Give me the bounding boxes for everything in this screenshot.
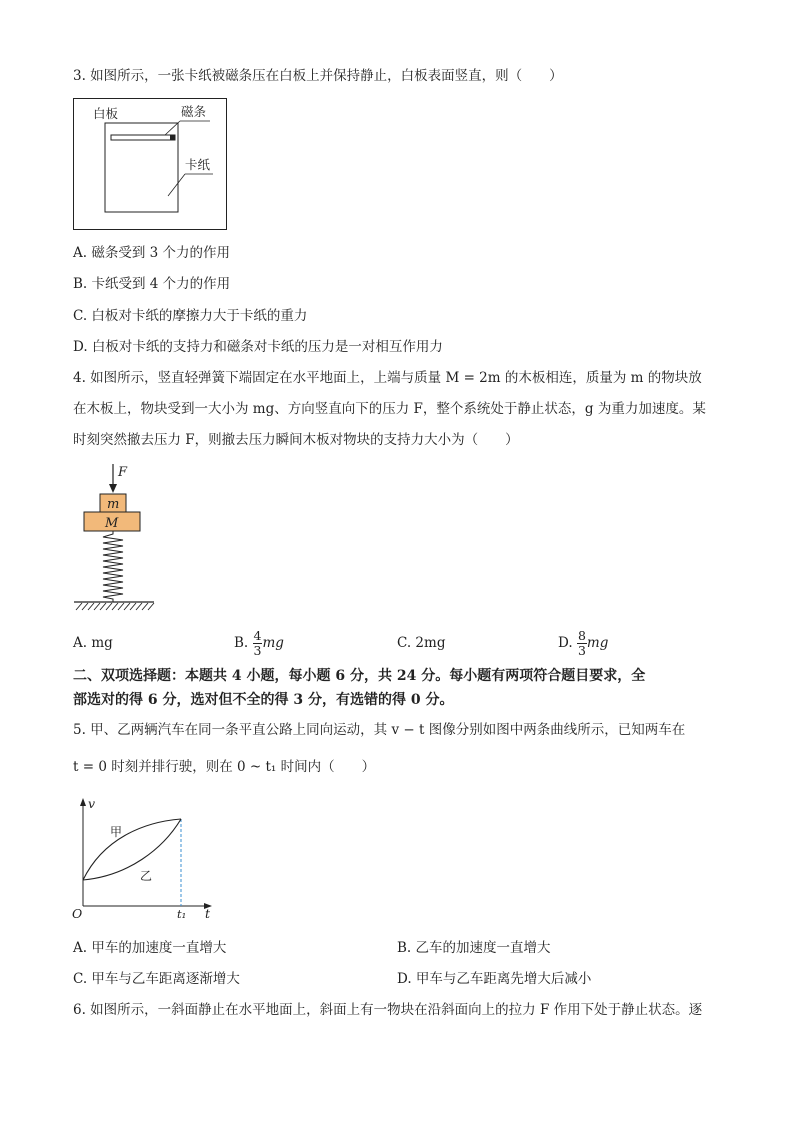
- q4-figure: [72, 462, 157, 612]
- q4-stem-line3: 时刻突然撤去压力 F，则撤去压力瞬间木板对物块的支持力大小为（ ）: [73, 432, 519, 448]
- q3-option-c: C. 白板对卡纸的摩擦力大于卡纸的重力: [73, 308, 308, 324]
- section2-heading-line1: 二、双项选择题：本题共 4 小题，每小题 6 分，共 24 分。每小题有两项符合题目要求，全: [73, 668, 646, 684]
- q3-figure: [73, 98, 228, 230]
- q4-option-b-denominator: 3: [253, 643, 262, 658]
- magnet-end: [170, 135, 175, 140]
- q4-option-b-prefix: B.: [234, 635, 249, 651]
- q4-option-b-numerator: 4: [253, 628, 262, 643]
- curve-jia: [83, 819, 181, 880]
- q3-option-a: A. 磁条受到 3 个力的作用: [73, 245, 231, 261]
- q4-option-a: A. mg: [73, 635, 113, 651]
- q3-stem: 3. 如图所示，一张卡纸被磁条压在白板上并保持静止，白板表面竖直，则（ ）: [73, 68, 563, 84]
- q5-stem-line2: t = 0 时刻并排行驶，则在 0 ~ t₁ 时间内（ ）: [73, 759, 376, 775]
- q4-option-d-fraction: [577, 629, 587, 658]
- block-label: m: [107, 497, 120, 512]
- v-axis-arrow: [80, 798, 86, 806]
- origin-label: O: [72, 906, 83, 921]
- q4-option-d-numerator: 8: [577, 628, 586, 643]
- q4-stem-line1: 4. 如图所示，竖直轻弹簧下端固定在水平地面上，上端与质量 M = 2m 的木板相连，质量为 m 的物块放: [73, 370, 702, 386]
- section2-heading-line2: 部选对的得 6 分，选对但不全的得 3 分，有选错的得 0 分。: [73, 692, 454, 708]
- t1-label: t₁: [177, 907, 187, 921]
- curve-yi: [83, 819, 181, 880]
- ground-hatch: [76, 603, 154, 610]
- board-label: 白板: [93, 106, 119, 121]
- q5-stem-line1: 5. 甲、乙两辆汽车在同一条平直公路上同向运动，其 v − t 图像分别如图中两条曲线所示，已知两车在: [73, 722, 686, 738]
- q5-option-d: D. 甲车与乙车距离先增大后减小: [397, 971, 592, 987]
- v-axis-label: v: [88, 796, 96, 811]
- q4-option-d-denominator: 3: [577, 643, 586, 658]
- q5-option-b: B. 乙车的加速度一直增大: [397, 940, 551, 956]
- t-axis-label: t: [205, 906, 211, 921]
- force-label: F: [118, 465, 128, 480]
- q4-stem-line2: 在木板上，物块受到一大小为 mg、方向竖直向下的压力 F，整个系统处于静止状态，g 为重力加速度。某: [73, 401, 706, 417]
- q3-option-d: D. 白板对卡纸的支持力和磁条对卡纸的压力是一对相互作用力: [73, 339, 443, 355]
- q5-vt-graph: [68, 794, 223, 924]
- q4-option-d: [558, 624, 608, 662]
- q6-stem-line1: 6. 如图所示，一斜面静止在水平地面上，斜面上有一物块在沿斜面向上的拉力 F 作用下处于静止状态。逐: [73, 1002, 703, 1018]
- q5-option-c: C. 甲车与乙车距离逐渐增大: [73, 971, 240, 987]
- magnet-strip: [111, 135, 175, 140]
- q4-option-d-prefix: D.: [558, 635, 573, 651]
- q4-option-b: [234, 624, 284, 662]
- board-label-M: M: [105, 516, 119, 531]
- q4-option-d-suffix: mg: [586, 635, 609, 651]
- q4-option-c: C. 2mg: [397, 635, 446, 651]
- q5-option-a: A. 甲车的加速度一直增大: [73, 940, 227, 956]
- spring: [103, 531, 123, 602]
- card-label: 卡纸: [185, 157, 211, 172]
- force-arrowhead: [109, 484, 117, 493]
- q4-option-b-fraction: [253, 629, 263, 658]
- magnet-label: 磁条: [181, 104, 207, 119]
- q4-option-b-suffix: mg: [262, 635, 284, 651]
- curve-yi-label: 乙: [140, 869, 153, 883]
- curve-jia-label: 甲: [110, 825, 123, 839]
- q3-option-b: B. 卡纸受到 4 个力的作用: [73, 276, 231, 292]
